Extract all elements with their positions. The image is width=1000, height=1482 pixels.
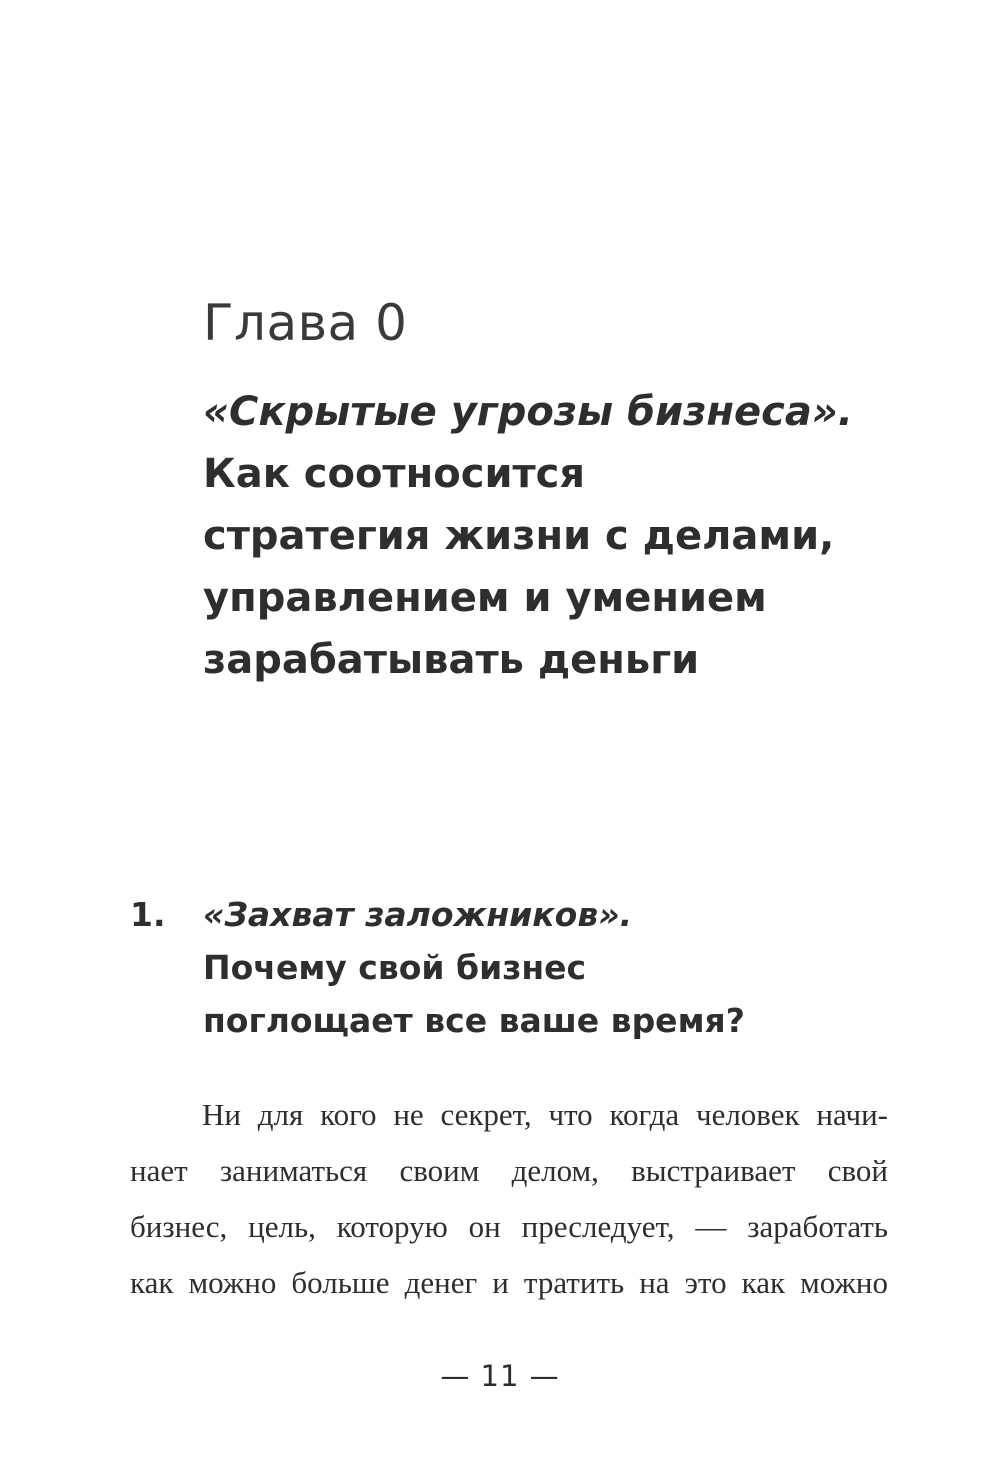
section-title-line: Почему свой бизнес bbox=[203, 948, 587, 987]
chapter-title-line: «Скрытые угрозы бизнеса». bbox=[203, 389, 853, 435]
section-title bbox=[203, 888, 903, 1047]
body-line: нает заниматься своим делом, выстраивает свой bbox=[130, 1153, 888, 1188]
chapter-label: Глава 0 bbox=[203, 294, 408, 352]
chapter-title-line: Как соотносится bbox=[203, 451, 586, 497]
chapter-title bbox=[203, 381, 903, 691]
body-line: как можно больше денег и тратить на это как можно bbox=[130, 1265, 888, 1300]
page-number: — 11 — bbox=[440, 1359, 560, 1393]
chapter-title-line: управлением и умением bbox=[203, 575, 767, 621]
body-line: бизнес, цель, которую он преследует, — заработать bbox=[130, 1209, 888, 1244]
chapter-title-line: зарабатывать деньги bbox=[203, 637, 700, 683]
body-line: Ни для кого не секрет, что когда человек начи- bbox=[202, 1097, 888, 1132]
body-paragraph bbox=[130, 1087, 888, 1311]
section-number: 1. bbox=[130, 895, 166, 934]
section-title-line: «Захват заложников». bbox=[203, 895, 633, 934]
chapter-title-line: стратегия жизни с делами, bbox=[203, 513, 835, 559]
section-title-line: поглощает все ваше время? bbox=[203, 1001, 745, 1040]
